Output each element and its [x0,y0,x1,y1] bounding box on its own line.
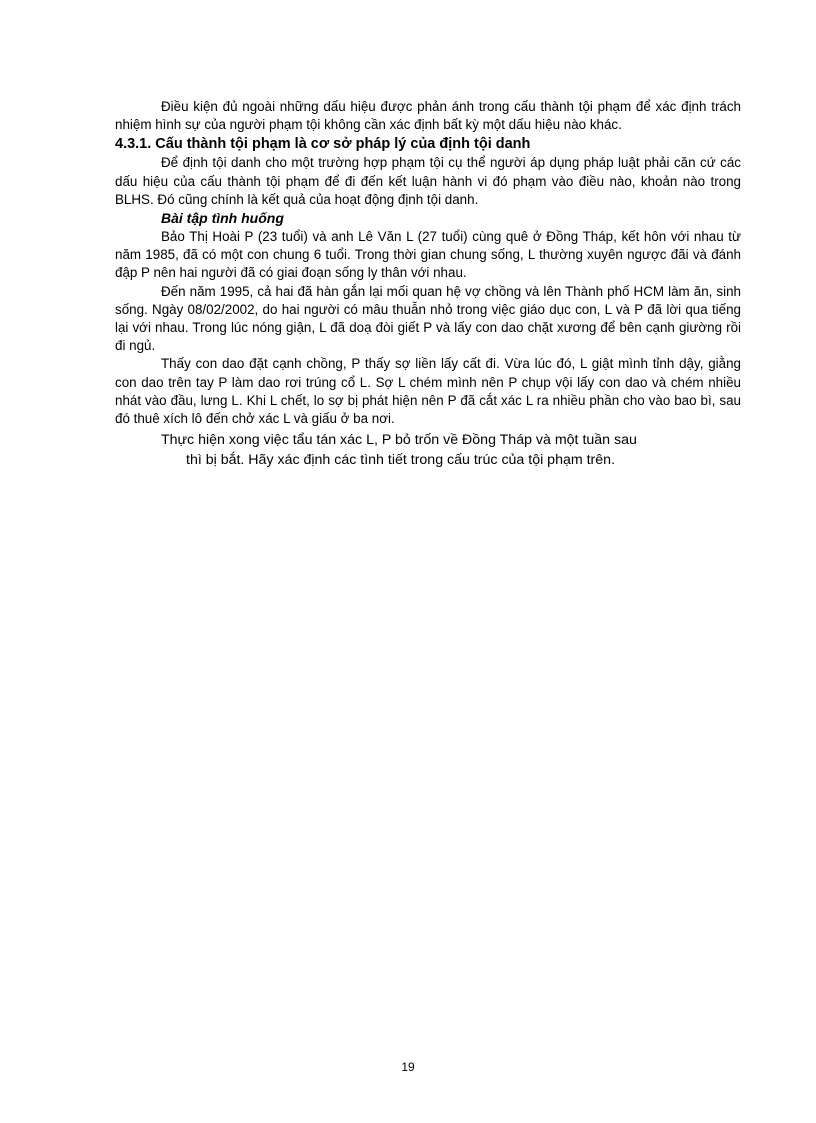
case-paragraph-2: Đến năm 1995, cả hai đã hàn gắn lại mối quan hệ vợ chồng và lên Thành phố HCM làm ăn, sinh sống. Ngày 08/02/2002, do hai người có mâu thuẫn nhỏ trong việc giáo dục con, L và P đã lời qua tiếng lại với nhau. Trong lúc nóng giận, L đã doạ đòi giết P và lấy con dao chặt xương để bên cạnh giường rồi đi ngủ. [115,283,741,354]
case-question [115,430,741,470]
case-heading: Bài tập tình huống [161,210,284,227]
page-number: 19 [401,1060,415,1074]
case-paragraph-3: Thấy con dao đặt cạnh chồng, P thấy sợ liền lấy cất đi. Vừa lúc đó, L giật mình tỉnh dậy, giằng con dao trên tay P làm dao rơi trúng cổ L. Sợ L chém mình nên P chụp vội lấy con dao và chém nhiều nhát vào đầu, lưng L. Khi L chết, lo sợ bị phát hiện nên P đã cắt xác L ra nhiều phần cho vào bao bì, sau đó thuê xích lô đến chở xác L và giấu ở ba nơi. [115,356,741,427]
section-heading: 4.3.1. Cấu thành tội phạm là cơ sở pháp lý của định tội danh [115,136,531,153]
case-paragraph-1: Bảo Thị Hoài P (23 tuổi) và anh Lê Văn L (27 tuổi) cùng quê ở Đồng Tháp, kết hôn với nhau từ năm 1985, đã có một con chung 6 tuổi. Trong thời gian chung sống, L thường xuyên ngược đãi và đánh đập P nên hai người đã có giai đoạn sống ly thân với nhau. [115,229,741,281]
intro-paragraph: Điều kiện đủ ngoài những dấu hiệu được phản ánh trong cấu thành tội phạm để xác định trách nhiệm hình sự của người phạm tội không cần xác định bất kỳ một dấu hiệu nào khác. [115,99,741,133]
document-page [115,98,741,470]
case-question-line-2: thì bị bắt. Hãy xác định các tình tiết trong cấu trúc của tội phạm trên. [186,452,616,469]
section-paragraph: Để định tội danh cho một trường hợp phạm tội cụ thể người áp dụng pháp luật phải căn cứ các dấu hiệu của cấu thành tội phạm để đi đến kết luận hành vi đó phạm vào điều nào, khoản nào trong BLHS. Đó cũng chính là kết quả của hoạt động định tội danh. [115,155,741,207]
case-question-line-1: Thực hiện xong việc tẩu tán xác L, P bỏ trốn về Đồng Tháp và một tuần sau [161,432,637,449]
